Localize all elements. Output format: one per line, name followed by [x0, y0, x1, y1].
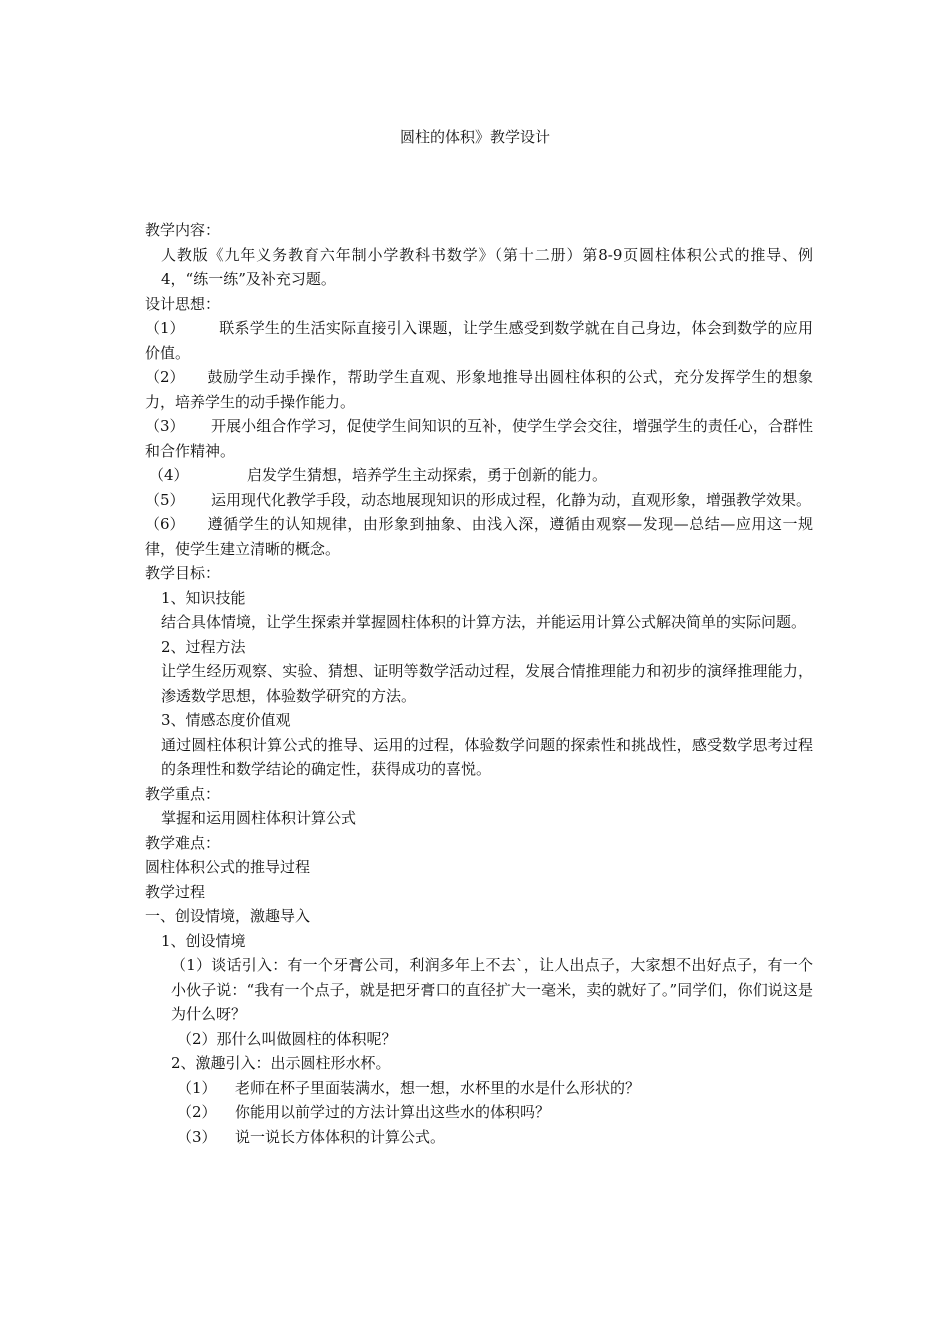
difficulty-heading: 教学难点：	[145, 833, 221, 852]
design-item-number: （5）	[145, 490, 185, 509]
design-item-3	[145, 414, 813, 463]
content-heading: 教学内容：	[145, 221, 221, 239]
design-item-text: 鼓励学生动手操作，帮助学生直观、形象地推导出圆柱体积的公式，充分发挥学生的想象力，培养学生的动手操作能力。	[145, 368, 813, 411]
design-item-2	[145, 365, 813, 414]
document-body	[145, 218, 813, 1149]
design-item-number: （1）	[145, 319, 185, 337]
design-item-text: 遵循学生的认知规律，由形象到抽象、由浅入深，遵循由观察—发现—总结—应用这一规律，使学生建立清晰的概念。	[145, 515, 813, 558]
key-heading: 教学重点：	[145, 784, 221, 803]
goals-heading: 教学目标：	[145, 564, 221, 582]
design-item-text: 开展小组合作学习，促使学生间知识的互补，使学生学会交往，增强学生的责任心，合群性和合作精神。	[145, 417, 813, 460]
content-paragraph: 人教版《九年义务教育六年制小学教科书数学》（第十二册）第8-9页圆柱体积公式的推导、例4，“练一练”及补充习题。	[161, 245, 813, 288]
goal-3-title: 3、情感态度价值观	[161, 711, 291, 729]
goal-2-text: 让学生经历观察、实验、猜想、证明等数学活动过程，发展合情推理能力和初步的演绎推理能力，渗透数学思想，体验数学研究的方法。	[161, 662, 813, 705]
subsection-2-item-2	[145, 1100, 813, 1125]
design-heading: 设计思想：	[145, 294, 221, 313]
goal-1-title: 1、知识技能	[161, 588, 246, 607]
design-item-number: （6）	[145, 515, 185, 533]
goal-1-text: 结合具体情境，让学生探索并掌握圆柱体积的计算方法，并能运用计算公式解决简单的实际问题。	[161, 613, 807, 631]
subsection-2-item-text: 你能用以前学过的方法计算出这些水的体积吗？	[235, 1103, 551, 1121]
subsection-2-item-text: 说一说长方体体积的计算公式。	[235, 1127, 446, 1146]
subsection-2-item-text: 老师在杯子里面装满水，想一想，水杯里的水是什么形状的？	[235, 1078, 641, 1097]
difficulty-text: 圆柱体积公式的推导过程	[145, 858, 311, 876]
process-heading: 教学过程	[145, 882, 206, 901]
subsection-2-item-number: （2）	[177, 1103, 217, 1121]
design-item-number: （4）	[149, 466, 189, 484]
key-text: 掌握和运用圆柱体积计算公式	[161, 809, 357, 827]
subsection-1-paragraph-2: （2）那什么叫做圆柱的体积呢？	[177, 1029, 397, 1048]
subsection-2-item-number: （3）	[177, 1127, 217, 1146]
design-item-text: 运用现代化教学手段，动态地展现知识的形成过程，化静为动，直观形象，增强教学效果。	[211, 490, 812, 509]
design-item-number: （2）	[145, 368, 185, 386]
subsection-2-item-number: （1）	[177, 1078, 217, 1097]
subsection-2-item-1	[145, 1076, 813, 1101]
design-item-text: 启发学生猜想，培养学生主动探索，勇于创新的能力。	[247, 466, 608, 484]
subsection-2-item-3	[145, 1125, 813, 1150]
section-1-title: 一、创设情境，激趣导入	[145, 907, 311, 925]
design-item-1	[145, 316, 813, 365]
goal-2-title: 2、过程方法	[161, 637, 246, 656]
subsection-1-paragraph-1: （1）谈话引入：有一个牙膏公司，利润多年上不去`，让人出点子，大家想不出好点子，有一个小伙子说：“我有一个点子，就是把牙膏口的直径扩大一毫米，卖的就好了。”同学们，你们说这是为什么呀？	[171, 956, 813, 1023]
subsection-2-title: 2、激趣引入：出示圆柱形水杯。	[171, 1054, 391, 1072]
design-item-text: 联系学生的生活实际直接引入课题，让学生感受到数学就在自己身边，体会到数学的应用价值。	[145, 319, 813, 362]
design-item-5	[145, 488, 813, 513]
document-title: 圆柱的体积》教学设计	[399, 128, 550, 146]
design-item-4	[145, 463, 813, 488]
goal-3-text: 通过圆柱体积计算公式的推导、运用的过程，体验数学问题的探索性和挑战性，感受数学思考过程的条理性和数学结论的确定性，获得成功的喜悦。	[161, 735, 813, 778]
design-item-number: （3）	[145, 417, 185, 435]
subsection-1-title: 1、创设情境	[161, 931, 246, 950]
design-item-6	[145, 512, 813, 561]
